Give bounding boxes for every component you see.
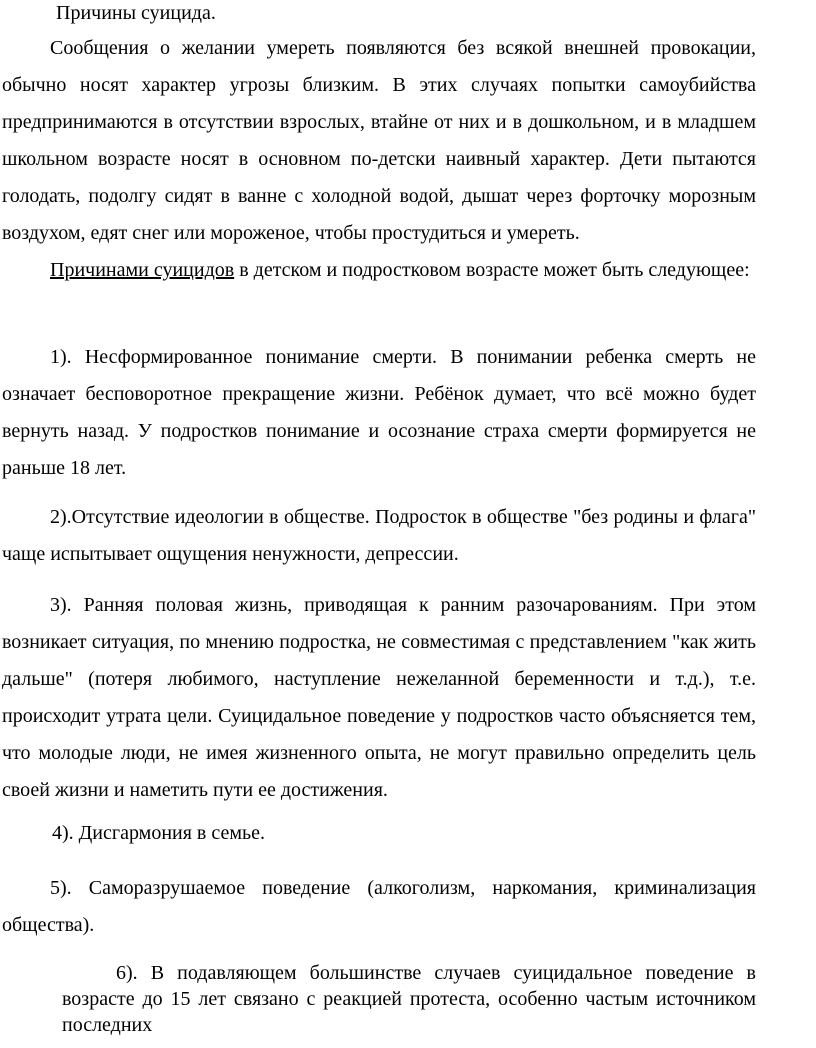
paragraph-cause-5: 5). Саморазрушаемое поведение (алкоголизм, наркомания, криминализация общества). bbox=[2, 877, 756, 936]
paragraph-causes-lead bbox=[2, 252, 756, 289]
paragraph-cause-2: 2).Отсутствие идеологии в обществе. Подросток в обществе "без родины и флага" чаще испытывает ощущения ненужности, депрессии. bbox=[2, 506, 756, 565]
page-title: Причины суицида. bbox=[56, 2, 216, 24]
paragraph-cause-6: 6). В подавляющем большинстве случаев суицидальное поведение в возрасте до 15 лет связано с реакцией протеста, особенно частым источником последних bbox=[62, 962, 756, 1036]
paragraph-causes-lead-text: в детском и подростковом возрасте может быть следующее: bbox=[234, 259, 750, 281]
paragraph-cause-1: 1). Несформированное понимание смерти. В понимании ребенка смерть не означает бесповоротное прекращение жизни. Ребёнок думает, что всё можно будет вернуть назад. У подростков понимание и осознание страха смерти формируется не раньше 18 лет. bbox=[2, 346, 756, 479]
paragraph-cause-4: 4). Дисгармония в семье. bbox=[52, 822, 266, 844]
underlined-heading: Причинами суицидов bbox=[50, 259, 235, 281]
paragraph-cause-3: 3). Ранняя половая жизнь, приводящая к ранним разочарованиям. При этом возникает ситуация, по мнению подростка, не совместимая с представлением "как жить дальше" (потеря любимого, наступление нежеланной беременности и т.д.), т.е. происходит утрата цели. Суицидальное поведение у подростков часто объясняется тем, что молодые люди, не имея жизненного опыта, не могут правильно определить цель своей жизни и наметить пути ее достижения. bbox=[2, 594, 756, 801]
paragraph-intro: Сообщения о желании умереть появляются без всякой внешней провокации, обычно носят характер угрозы близким. В этих случаях попытки самоубийства предпринимаются в отсутствии взрослых, втайне от них и в дошкольном, и в младшем школьном возрасте носят в основном по-детски наивный характер. Дети пытаются голодать, подолгу сидят в ванне с холодной водой, дышат через форточку морозным воздухом, едят снег или мороженое, чтобы простудиться и умереть. bbox=[2, 37, 756, 244]
